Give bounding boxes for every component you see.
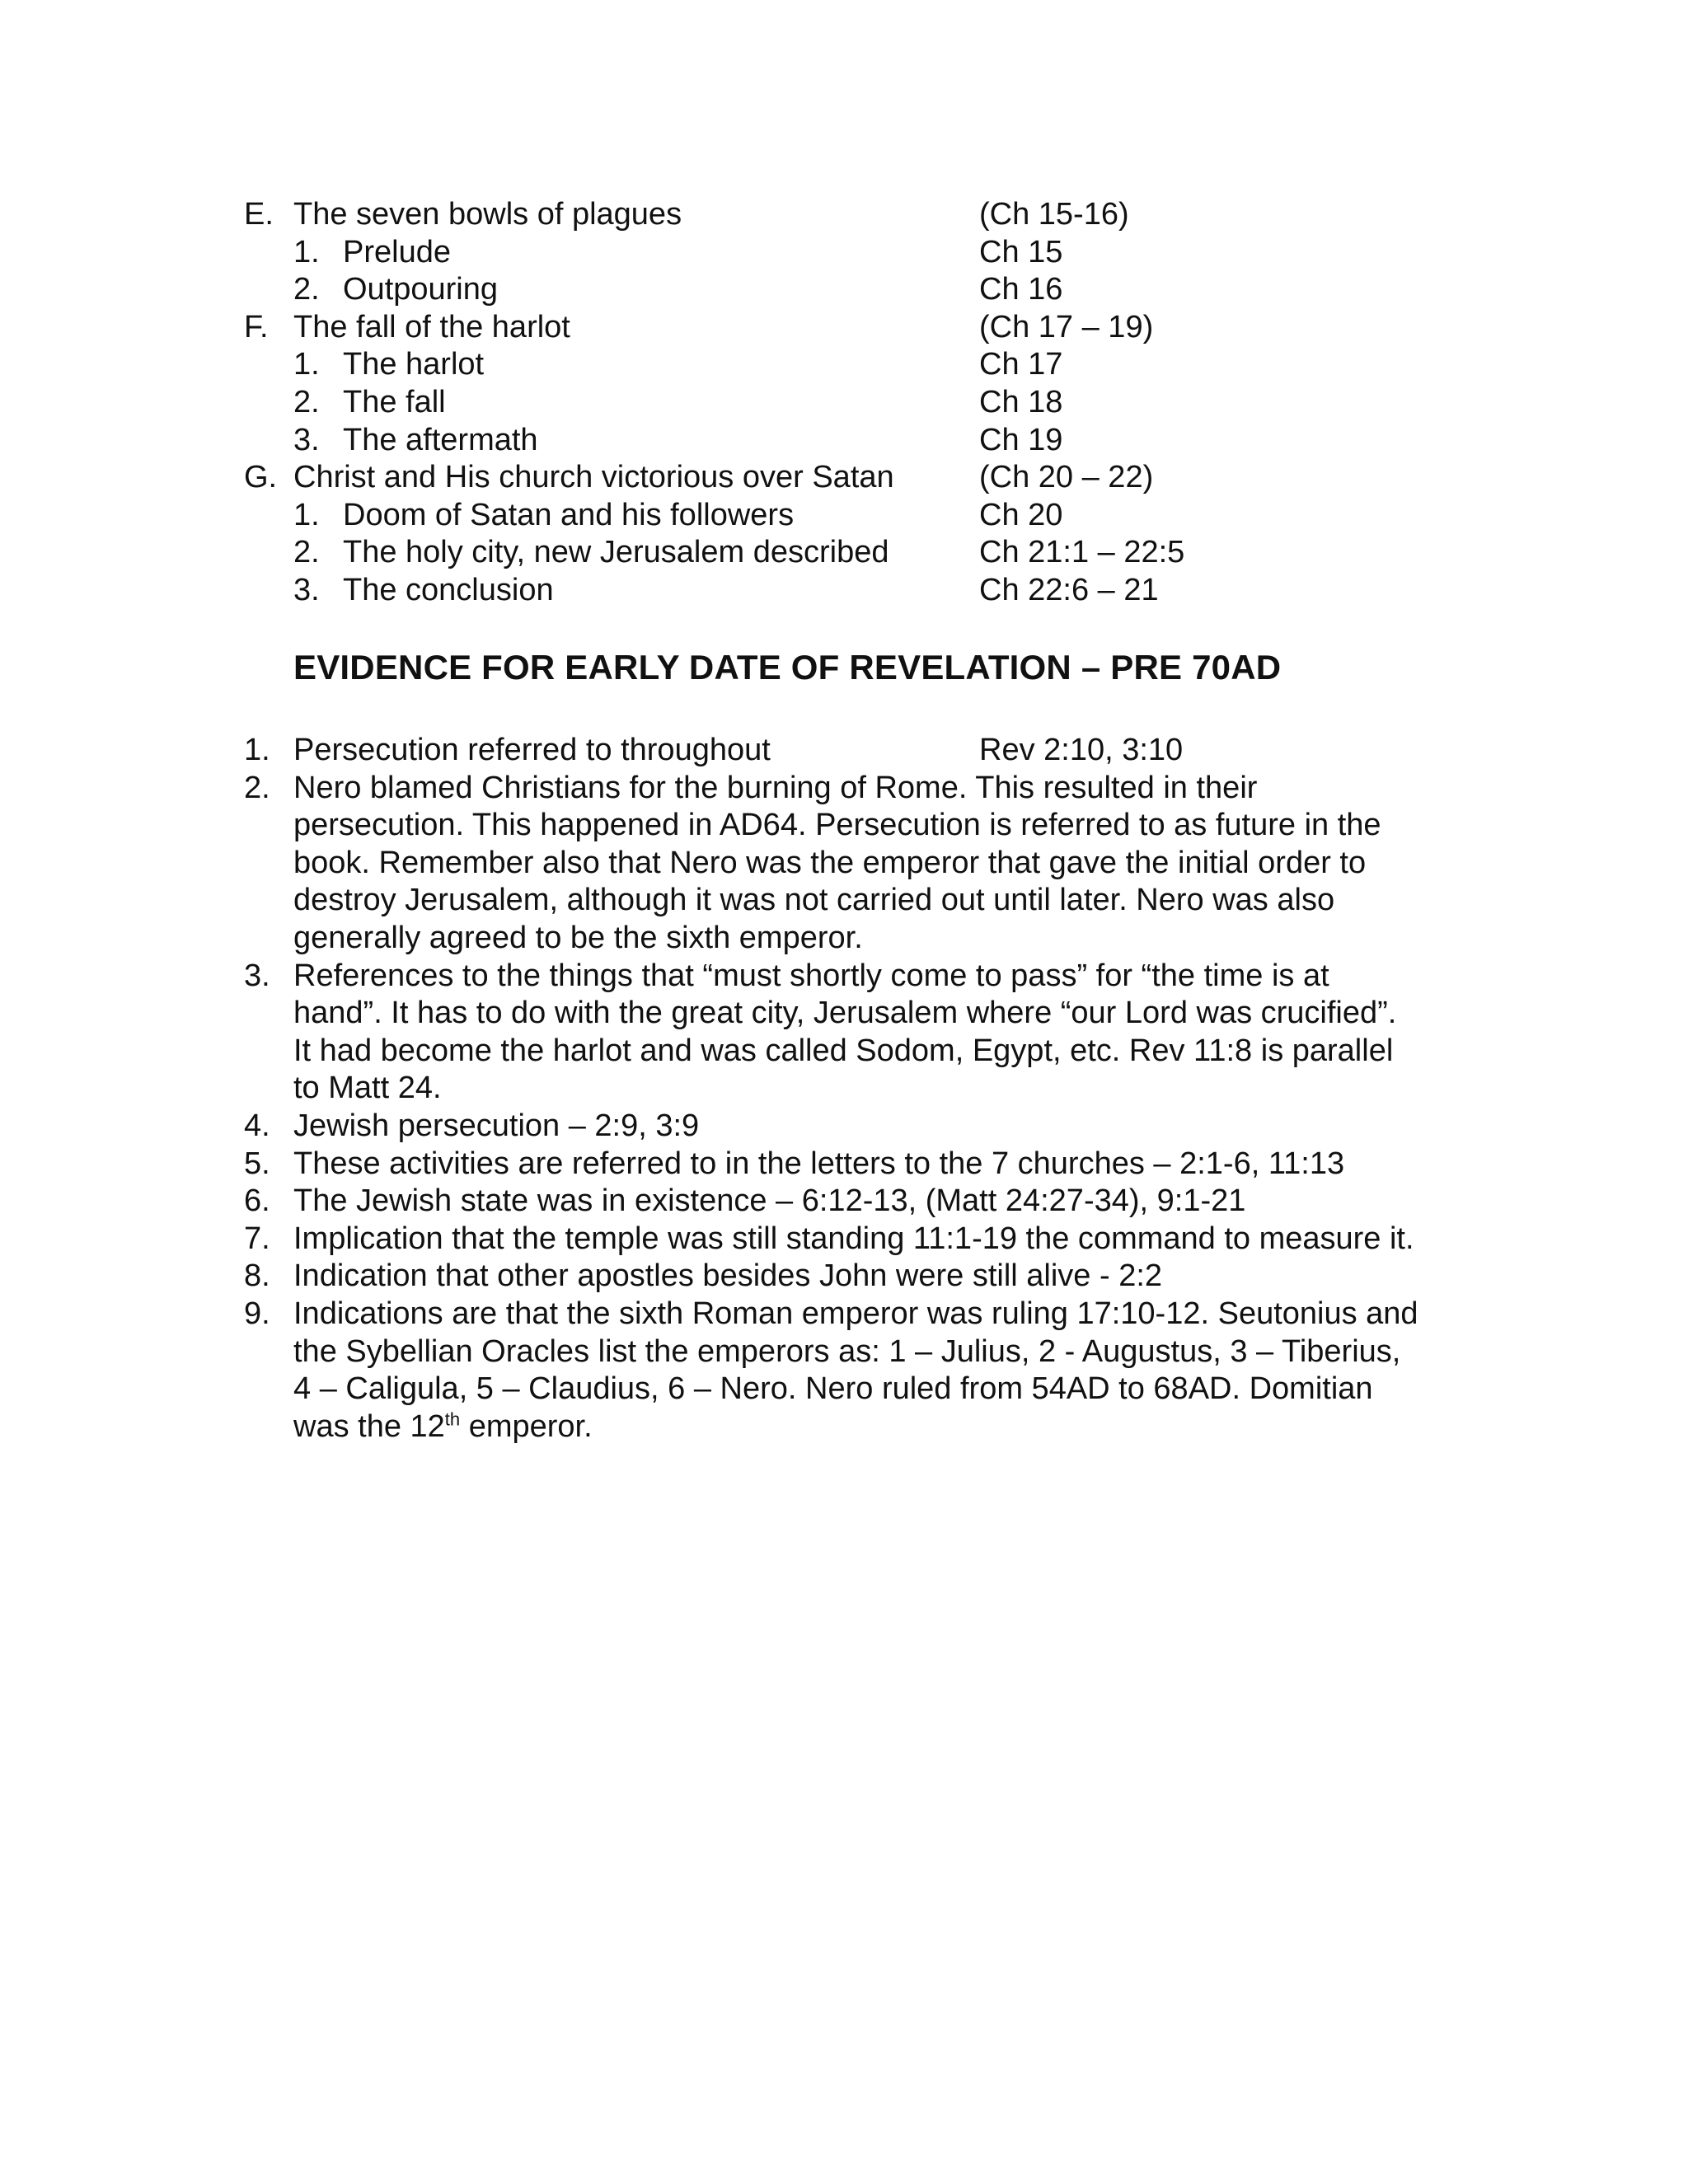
evidence-item [244,1183,1480,1221]
outline-marker: 2. [293,535,320,570]
outline-text: The aftermath [343,422,538,457]
outline-ref: Ch 19 [979,422,1063,457]
evidence-item [244,1296,1480,1446]
outline-text: The holy city, new Jerusalem described [343,535,889,570]
evidence-text: Nero blamed Christians for the burning of Rome. This resulted in their persecution. This happened in AD64. Persecution is referred to as future in the book. Remember also that Nero was the emperor that gave the initial order to destroy Jerusalem, although it was not carried out until later. Nero was also generally agreed to be the sixth emperor. [293,770,1381,955]
outline-marker: 1. [293,234,320,269]
outline-marker: 2. [293,272,320,307]
evidence-list [244,732,1480,1446]
ordinal-superscript: th [444,1408,461,1430]
evidence-text-tail: emperor. [460,1408,593,1444]
evidence-text: Implication that the temple was still standing 11:1-19 the command to measure it. [293,1221,1414,1256]
evidence-number: 2. [244,770,270,805]
evidence-number: 9. [244,1296,270,1331]
evidence-text: The Jewish state was in existence – 6:12-13, (Matt 24:27-34), 9:1-21 [293,1183,1246,1219]
outline-ref: Ch 20 [979,497,1063,532]
outline-line [244,346,1563,384]
outline-line [244,271,1563,309]
evidence-item [244,1258,1480,1296]
evidence-number: 5. [244,1146,270,1181]
outline-line [244,234,1563,272]
evidence-text: References to the things that “must shortly come to pass” for “the time is at hand”. It has to do with the great city, Jerusalem where “our Lord was crucified”. It had become the harlot and was called Sodom, Egypt, etc. Rev 11:8 is parallel to Matt 24. [293,958,1397,1106]
outline-line [244,422,1563,460]
evidence-item [244,1146,1480,1183]
evidence-number: 7. [244,1221,270,1256]
outline-line [244,572,1563,610]
outline-text: Prelude [343,234,451,269]
outline-marker: 3. [293,572,320,607]
outline-ref: Ch 18 [979,384,1063,419]
outline-line [244,196,1563,234]
outline-text: The seven bowls of plagues [293,197,682,232]
outline-text: Doom of Satan and his followers [343,497,795,532]
outline-text: Outpouring [343,272,499,307]
evidence-number: 1. [244,733,270,767]
evidence-number: 4. [244,1108,270,1143]
evidence-heading: EVIDENCE FOR EARLY DATE OF REVELATION – PRE 70AD [293,648,1282,687]
evidence-number: 6. [244,1183,270,1219]
evidence-text: Jewish persecution – 2:9, 3:9 [293,1108,700,1143]
outline-ref: (Ch 17 – 19) [979,309,1154,344]
outline-line [244,497,1563,535]
outline-marker: 3. [293,422,320,457]
outline-line [244,384,1563,422]
outline-text: The fall [343,384,446,419]
outline-ref: Ch 21:1 – 22:5 [979,535,1185,570]
outline-marker: F. [244,309,269,344]
outline-line [244,534,1563,572]
outline-ref: (Ch 20 – 22) [979,460,1154,495]
outline-text: The harlot [343,347,485,382]
evidence-item [244,958,1480,1108]
outline-line [244,309,1563,347]
outline-marker: E. [244,197,274,232]
evidence-text: Persecution referred to throughout [293,733,771,767]
evidence-text: These activities are referred to in the letters to the 7 churches – 2:1-6, 11:13 [293,1146,1345,1181]
outline-ref: Ch 17 [979,347,1063,382]
revelation-outline [244,196,1563,610]
evidence-number: 8. [244,1258,270,1294]
outline-line [244,459,1563,497]
outline-ref: (Ch 15-16) [979,197,1129,232]
evidence-ref: Rev 2:10, 3:10 [979,733,1184,767]
outline-ref: Ch 15 [979,234,1063,269]
evidence-item [244,1221,1480,1258]
evidence-number: 3. [244,958,270,993]
evidence-text [293,1296,1480,1446]
outline-text: Christ and His church victorious over Satan [293,460,894,495]
outline-text: The fall of the harlot [293,309,570,344]
evidence-item [244,1108,1480,1146]
outline-ref: Ch 22:6 – 21 [979,572,1159,607]
evidence-item [244,732,1480,770]
evidence-item [244,770,1480,958]
evidence-text-main: Indications are that the sixth Roman emperor was ruling 17:10-12. Seutonius and the Sybellian Oracles list the emperors as: 1 – Julius, 2 - Augustus, 3 – Tiberius, 4 – Caligula, 5 – Claudius, 6 – Nero. Nero ruled from 54AD to 68AD. Domitian was the 12 [293,1296,1418,1444]
outline-marker: 1. [293,497,320,532]
outline-marker: 1. [293,347,320,382]
outline-text: The conclusion [343,572,554,607]
evidence-text: Indication that other apostles besides John were still alive - 2:2 [293,1258,1163,1294]
outline-marker: G. [244,460,278,495]
outline-marker: 2. [293,384,320,419]
outline-ref: Ch 16 [979,272,1063,307]
